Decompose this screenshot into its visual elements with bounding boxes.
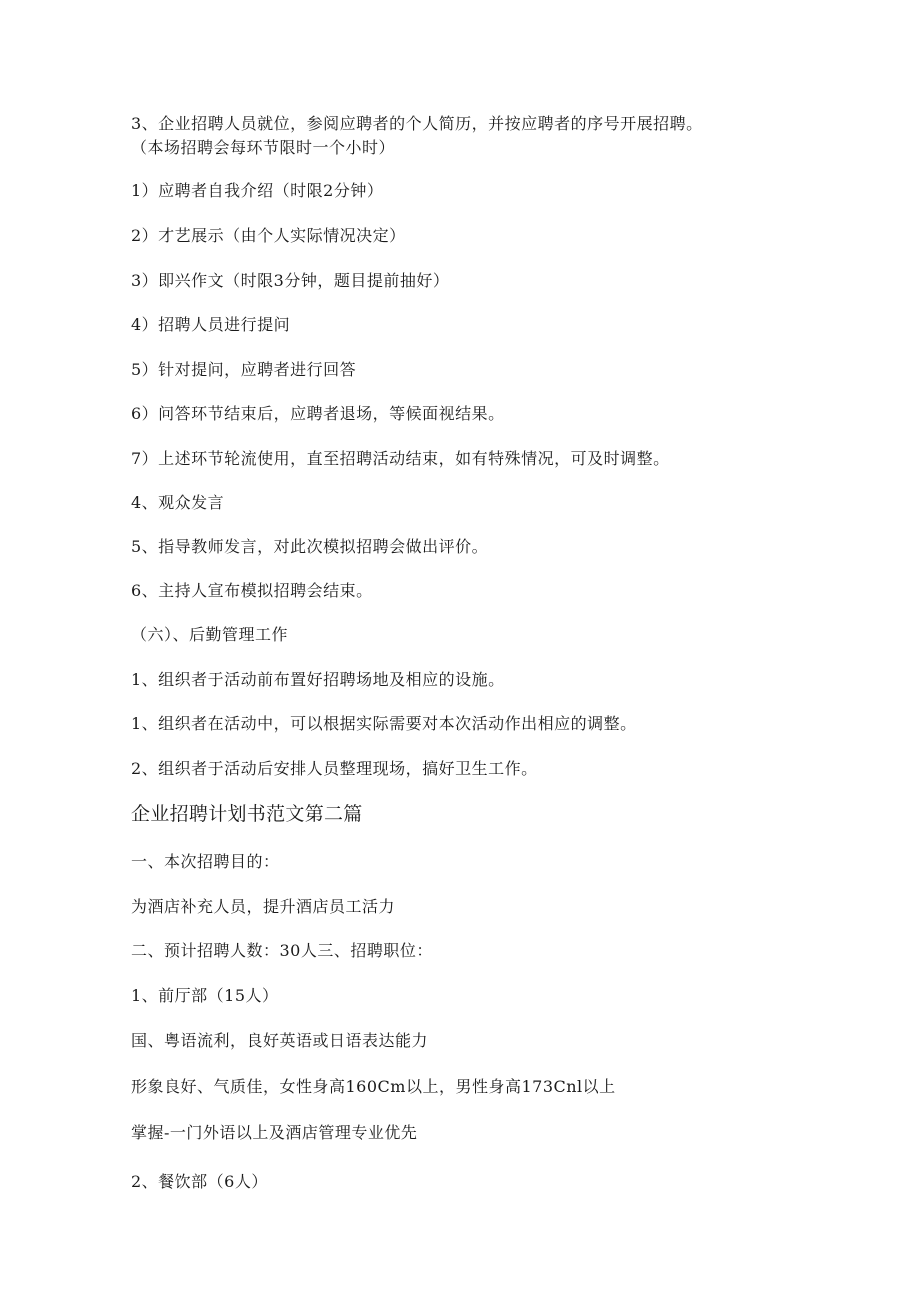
requirement-appearance: 形象良好、气质佳，女性身高160Cm以上，男性身高173Cnl以上 <box>131 1077 616 1096</box>
paragraph-headcount: 二、预计招聘人数：30人三、招聘职位： <box>131 941 433 960</box>
paragraph-purpose: 为酒店补充人员，提升酒店员工活力 <box>131 897 396 916</box>
requirement-foreign-language: 掌握-一门外语以上及酒店管理专业优先 <box>131 1123 418 1142</box>
list-item-talent-show: 2）才艺展示（由个人实际情况决定） <box>131 226 406 245</box>
subheading-logistics: （六）、后勤管理工作 <box>131 625 289 644</box>
paragraph-teacher-speech: 5、指导教师发言，对此次模拟招聘会做出评价。 <box>131 537 489 556</box>
list-item-front-office: 1、前厅部（15人） <box>131 986 279 1005</box>
list-item-self-intro: 1）应聘者自我介绍（时限2分钟） <box>131 181 384 200</box>
requirement-language: 国、粤语流利，良好英语或日语表达能力 <box>131 1031 429 1050</box>
list-item-catering: 2、餐饮部（6人） <box>131 1172 268 1191</box>
paragraph-host-closing: 6、主持人宣布模拟招聘会结束。 <box>131 581 373 600</box>
list-item-answers: 5）针对提问，应聘者进行回答 <box>131 360 357 379</box>
paragraph-step-3: 3、企业招聘人员就位，参阅应聘者的个人简历，并按应聘者的序号开展招聘。 <box>131 114 703 133</box>
paragraph-logistics-1: 1、组织者于活动前布置好招聘场地及相应的设施。 <box>131 670 505 689</box>
paragraph-logistics-2: 1、组织者在活动中，可以根据实际需要对本次活动作出相应的调整。 <box>131 714 637 733</box>
section-title: 企业招聘计划书范文第二篇 <box>131 803 363 825</box>
list-item-questions: 4）招聘人员进行提问 <box>131 315 291 334</box>
paragraph-time-limit-note: （本场招聘会每环节限时一个小时） <box>131 138 396 157</box>
list-item-exit: 6）问答环节结束后，应聘者退场，等候面视结果。 <box>131 404 505 423</box>
list-item-impromptu-essay: 3）即兴作文（时限3分钟，题目提前抽好） <box>131 271 450 290</box>
list-item-rotation: 7）上述环节轮流使用，直至招聘活动结束，如有特殊情况，可及时调整。 <box>131 449 670 468</box>
paragraph-logistics-3: 2、组织者于活动后安排人员整理现场，搞好卫生工作。 <box>131 759 538 778</box>
paragraph-purpose-heading: 一、本次招聘目的： <box>131 852 280 871</box>
paragraph-audience-speech: 4、观众发言 <box>131 493 225 512</box>
